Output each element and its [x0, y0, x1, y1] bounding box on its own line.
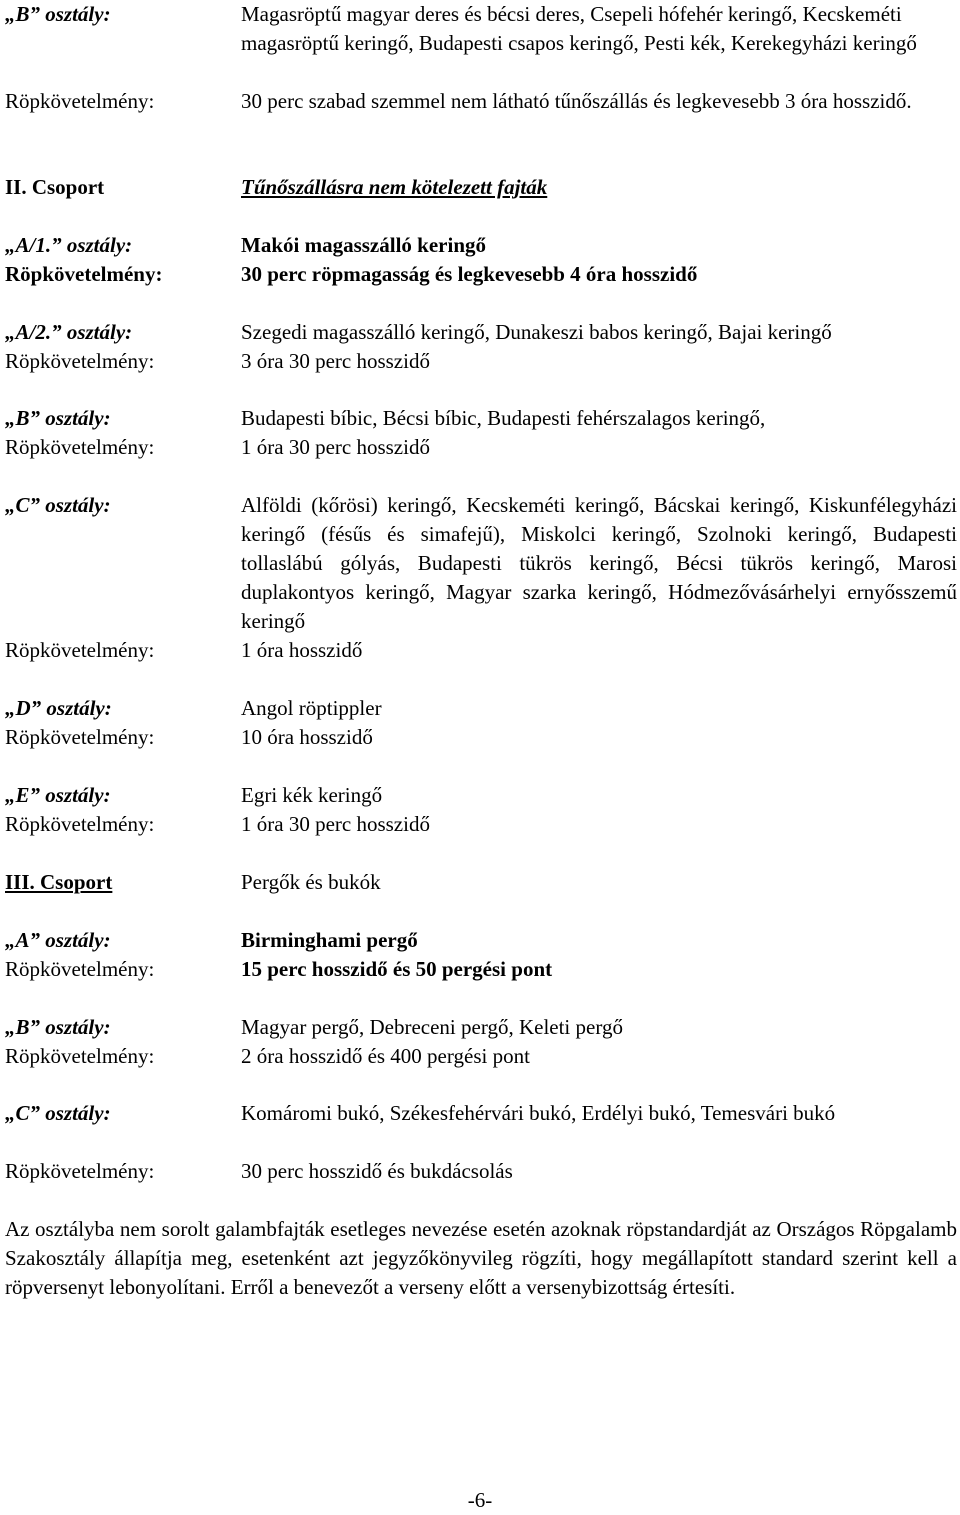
class-b-req-label: Röpkövetelmény: — [5, 89, 155, 113]
class-d-label: „D” osztály: Röpkövetelmény: — [5, 696, 155, 749]
class-c-label: „C” osztály: — [5, 493, 111, 517]
class-b-label-text: „B” osztály: — [5, 2, 111, 26]
class-c-req-value: 1 óra hosszidő — [241, 638, 363, 662]
class-gc-req-value: 30 perc hosszidő és bukdácsolás — [241, 1159, 513, 1183]
class-b-value — [241, 0, 957, 58]
class-gb-label: „B” osztály: Röpkövetelmény: — [5, 1015, 155, 1068]
class-ga-value: Birminghami pergő 15 perc hosszidő és 50 pergési pont — [241, 928, 553, 981]
class-ga-label: „A” osztály: Röpkövetelmény: — [5, 928, 155, 981]
class-e-value: Egri kék keringő 1 óra 30 perc hosszidő — [241, 783, 430, 836]
closing-paragraph: Az osztályba nem sorolt galambfajták esetleges nevezése esetén azoknak röpstandardját az Országos Röpgalamb Szakosztály állapítja meg, esetenként azt jegyzőkönyvileg rögzíti, hogy megállapított standard szerint kell a röpversenyt lebonyolítani. Erről a benevezőt a verseny előtt a versenybizottság értesíti. — [5, 1217, 957, 1299]
class-b-label — [5, 0, 230, 29]
class-a1-label: „A/1.” osztály: Röpkövetelmény: — [5, 233, 163, 286]
group-3-title: Pergők és bukók — [241, 870, 381, 894]
class-b-breeds: Magasröptű magyar deres és bécsi deres, Csepeli hófehér keringő, Kecskeméti magasröptű keringő, Budapesti csapos keringő, Pesti kék, Kerekegyházi keringő — [241, 2, 917, 55]
class-d-value: Angol röptippler 10 óra hosszidő — [241, 696, 382, 749]
class-a2-label: „A/2.” osztály: Röpkövetelmény: — [5, 320, 155, 373]
group-2-label: II. Csoport — [5, 175, 105, 199]
page-number: -6- — [467, 1488, 493, 1512]
class-gc-value: Komáromi bukó, Székesfehérvári bukó, Erdélyi bukó, Temesvári bukó — [241, 1101, 836, 1125]
class-b2-value: Budapesti bíbic, Bécsi bíbic, Budapesti fehérszalagos keringő, 1 óra 30 perc hosszidő — [241, 406, 766, 459]
class-c-req-label: Röpkövetelmény: — [5, 638, 155, 662]
class-c-value: Alföldi (kőrösi) keringő, Kecskeméti keringő, Bácskai keringő, Kiskunfélegyházi keringő (fésűs és simafejű), Miskolci keringő, Szolnoki keringő, Budapesti tollaslábú gólyás, Budapesti tükrös keringő, Bécsi tükrös keringő, Marosi duplakontyos keringő, Magyar szarka keringő, Hódmezővásárhelyi ernyősszemű keringő — [241, 493, 957, 633]
class-gc-req-label: Röpkövetelmény: — [5, 1159, 155, 1183]
group-3-label: III. Csoport — [5, 870, 113, 894]
class-a1-value: Makói magasszálló keringő 30 perc röpmagasság és legkevesebb 4 óra hosszidő — [241, 233, 698, 286]
class-gc-label: „C” osztály: — [5, 1101, 111, 1125]
class-b2-label: „B” osztály: Röpkövetelmény: — [5, 406, 155, 459]
class-a2-value: Szegedi magasszálló keringő, Dunakeszi babos keringő, Bajai keringő 3 óra 30 perc hosszidő — [241, 320, 832, 373]
class-b-req-value: 30 perc szabad szemmel nem látható tűnőszállás és legkevesebb 3 óra hosszidő. — [241, 89, 912, 113]
group-2-title: Tűnőszállásra nem kötelezett fajták — [241, 175, 548, 199]
class-e-label: „E” osztály: Röpkövetelmény: — [5, 783, 155, 836]
class-gb-value: Magyar pergő, Debreceni pergő, Keleti pergő 2 óra hosszidő és 400 pergési pont — [241, 1015, 623, 1068]
